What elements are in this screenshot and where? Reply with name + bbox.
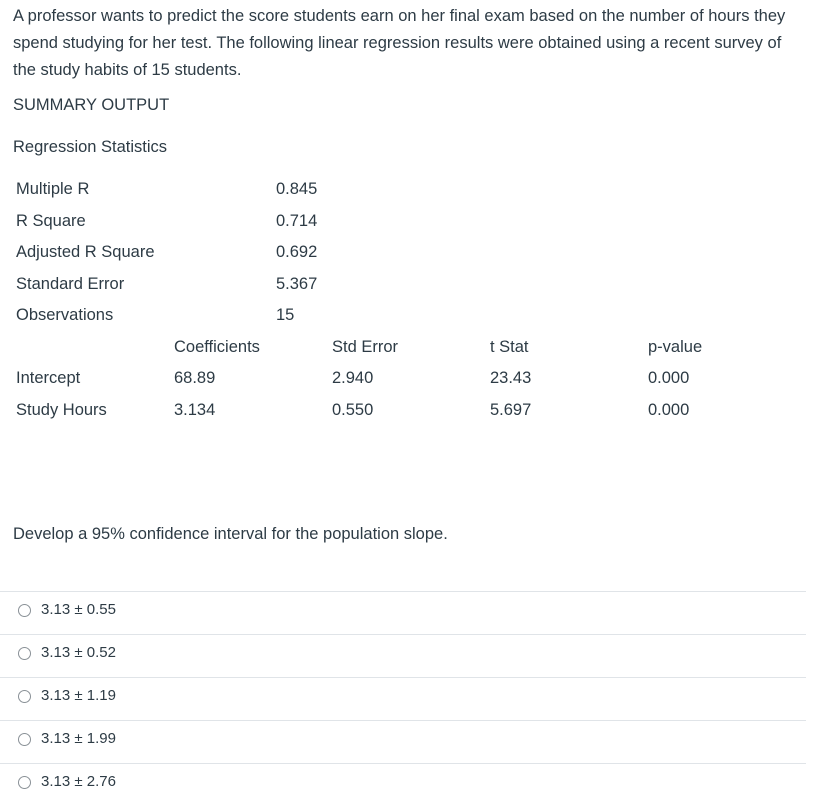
study-hours-coefficient: 3.134	[174, 401, 216, 419]
stat-label: Multiple R	[16, 180, 90, 198]
intercept-t-stat: 23.43	[490, 369, 532, 387]
study-hours-t-stat: 5.697	[490, 401, 532, 419]
radio-button[interactable]	[18, 647, 31, 660]
stat-value: 5.367	[276, 275, 318, 293]
stat-label: Standard Error	[16, 275, 125, 293]
header-p-value: p-value	[648, 338, 703, 356]
stat-value: 0.692	[276, 243, 318, 261]
answer-label: 3.13 ± 2.76	[41, 773, 116, 790]
question-prompt: Develop a 95% confidence interval for the population slope.	[13, 525, 448, 543]
row-name-study-hours: Study Hours	[16, 401, 107, 419]
regression-statistics-heading: Regression Statistics	[13, 138, 168, 156]
radio-button[interactable]	[18, 776, 31, 789]
stat-value: 15	[276, 306, 295, 324]
header-coefficients: Coefficients	[174, 338, 260, 356]
question-text: A professor wants to predict the score students earn on her final exam based on the number of hours they spend studying for her test. The following linear regression results were obtained using a recent survey of the study habits of 15 students.	[13, 7, 786, 79]
answer-label: 3.13 ± 0.52	[41, 644, 116, 661]
answer-list	[0, 591, 806, 806]
answer-option[interactable]	[0, 763, 806, 806]
summary-output-heading: SUMMARY OUTPUT	[13, 96, 170, 114]
answer-option[interactable]	[0, 591, 806, 634]
answer-label: 3.13 ± 0.55	[41, 601, 116, 618]
answer-label: 3.13 ± 1.99	[41, 730, 116, 747]
stat-label: Adjusted R Square	[16, 243, 155, 261]
radio-button[interactable]	[18, 604, 31, 617]
row-name-intercept: Intercept	[16, 369, 81, 387]
stat-label: R Square	[16, 212, 86, 230]
header-std-error: Std Error	[332, 338, 399, 356]
answer-option[interactable]	[0, 677, 806, 720]
stat-label: Observations	[16, 306, 114, 324]
radio-button[interactable]	[18, 690, 31, 703]
study-hours-p-value: 0.000	[648, 401, 690, 419]
intercept-p-value: 0.000	[648, 369, 690, 387]
stat-value: 0.845	[276, 180, 318, 198]
answer-label: 3.13 ± 1.19	[41, 687, 116, 704]
radio-button[interactable]	[18, 733, 31, 746]
intercept-coefficient: 68.89	[174, 369, 216, 387]
header-t-stat: t Stat	[490, 338, 529, 356]
intercept-std-error: 2.940	[332, 369, 374, 387]
answer-option[interactable]	[0, 634, 806, 677]
stat-value: 0.714	[276, 212, 318, 230]
answer-option[interactable]	[0, 720, 806, 763]
study-hours-std-error: 0.550	[332, 401, 374, 419]
